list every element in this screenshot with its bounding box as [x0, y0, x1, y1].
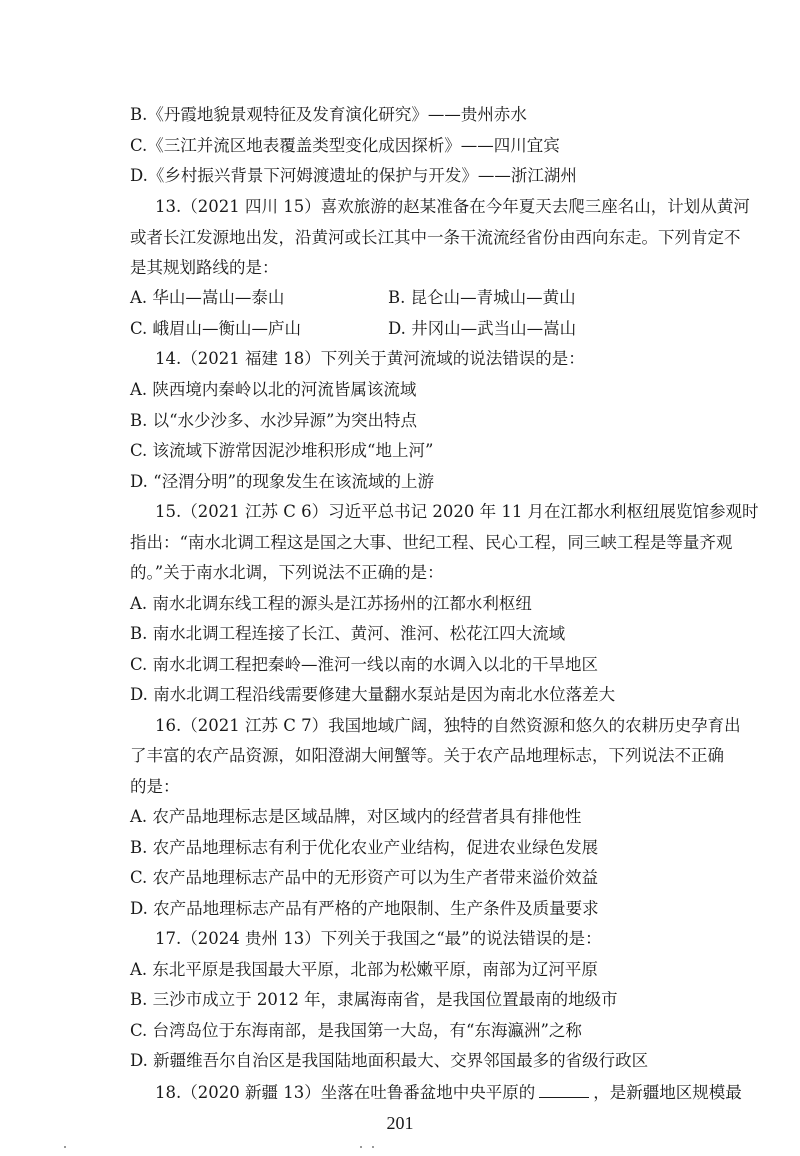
question-16-line-3: 的是： — [130, 777, 180, 796]
question-17: 17.（2024 贵州 13）下列关于我国之“最”的说法错误的是： — [155, 929, 602, 948]
option-13c: C. 峨眉山—衡山—庐山 — [130, 319, 302, 338]
option-13d: D. 井冈山—武当山—嵩山 — [388, 319, 577, 338]
question-18-after-blank: ，是新疆地区规模最 — [593, 1083, 742, 1102]
scan-speck — [64, 1146, 66, 1148]
question-15-line-3: 的。”关于南水北调，下列说法不正确的是： — [130, 563, 444, 582]
question-15-line-2: 指出：“南水北调工程这是国之大事、世纪工程、民心工程，同三峡工程是等量齐观 — [130, 533, 733, 552]
option-16c: C. 农产品地理标志产品中的无形资产可以为生产者带来溢价效益 — [130, 868, 599, 887]
option-13a: A. 华山—嵩山—泰山 — [130, 288, 285, 307]
option-16b: B. 农产品地理标志有利于优化农业产业结构，促进农业绿色发展 — [130, 838, 599, 857]
question-16-line-2: 了丰富的农产品资源，如阳澄湖大闸蟹等。关于农产品地理标志，下列说法不正确 — [130, 746, 724, 765]
question-14: 14.（2021 福建 18）下列关于黄河流域的说法错误的是： — [155, 349, 585, 368]
option-12c: C.《三江并流区地表覆盖类型变化成因探析》——四川宜宾 — [130, 136, 560, 155]
answer-blank — [539, 1081, 589, 1098]
scan-speck — [372, 1146, 374, 1148]
option-14b: B. 以“水少沙多、水沙异源”为突出特点 — [130, 411, 417, 430]
page-number: 201 — [386, 1113, 414, 1133]
question-18-before-blank: 18.（2020 新疆 13）坐落在吐鲁番盆地中央平原的 — [155, 1083, 536, 1102]
option-17d: D. 新疆维吾尔自治区是我国陆地面积最大、交界邻国最多的省级行政区 — [130, 1051, 649, 1070]
option-13b: B. 昆仑山—青城山—黄山 — [388, 288, 576, 307]
option-15b: B. 南水北调工程连接了长江、黄河、淮河、松花江四大流域 — [130, 624, 566, 643]
question-18 — [155, 1081, 742, 1104]
option-16d: D. 农产品地理标志产品有严格的产地限制、生产条件及质量要求 — [130, 899, 599, 918]
option-17a: A. 东北平原是我国最大平原，北部为松嫩平原，南部为辽河平原 — [130, 960, 598, 979]
option-17b: B. 三沙市成立于 2012 年，隶属海南省，是我国位置最南的地级市 — [130, 990, 618, 1009]
question-16-line-1: 16.（2021 江苏 C 7）我国地域广阔，独特的自然资源和悠久的农耕历史孕育出 — [155, 716, 741, 735]
question-15-line-1: 15.（2021 江苏 C 6）习近平总书记 2020 年 11 月在江都水利枢纽展览馆参观时 — [155, 502, 759, 521]
option-15d: D. 南水北调工程沿线需要修建大量翻水泵站是因为南北水位落差大 — [130, 685, 616, 704]
question-13-line-1: 13.（2021 四川 15）喜欢旅游的赵某准备在今年夏天去爬三座名山，计划从黄河 — [155, 197, 750, 216]
option-14d: D. “泾渭分明”的现象发生在该流域的上游 — [130, 472, 435, 491]
option-16a: A. 农产品地理标志是区域品牌，对区域内的经营者具有排他性 — [130, 807, 582, 826]
option-15c: C. 南水北调工程把秦岭—淮河一线以南的水调入以北的干旱地区 — [130, 655, 599, 674]
option-14a: A. 陕西境内秦岭以北的河流皆属该流域 — [130, 380, 417, 399]
question-13-line-2: 或者长江发源地出发，沿黄河或长江其中一条干流流经省份由西向东走。下列肯定不 — [130, 228, 741, 247]
option-14c: C. 该流域下游常因泥沙堆积形成“地上河” — [130, 441, 434, 460]
option-12b: B.《丹霞地貌景观特征及发育演化研究》——贵州赤水 — [130, 105, 527, 124]
option-15a: A. 南水北调东线工程的源头是江苏扬州的江都水利枢纽 — [130, 594, 532, 613]
scan-speck — [360, 1146, 362, 1148]
option-12d: D.《乡村振兴背景下河姆渡遗址的保护与开发》——浙江湖州 — [130, 166, 577, 185]
option-17c: C. 台湾岛位于东海南部，是我国第一大岛，有“东海瀛洲”之称 — [130, 1021, 582, 1040]
question-13-line-3: 是其规划路线的是： — [130, 258, 279, 277]
